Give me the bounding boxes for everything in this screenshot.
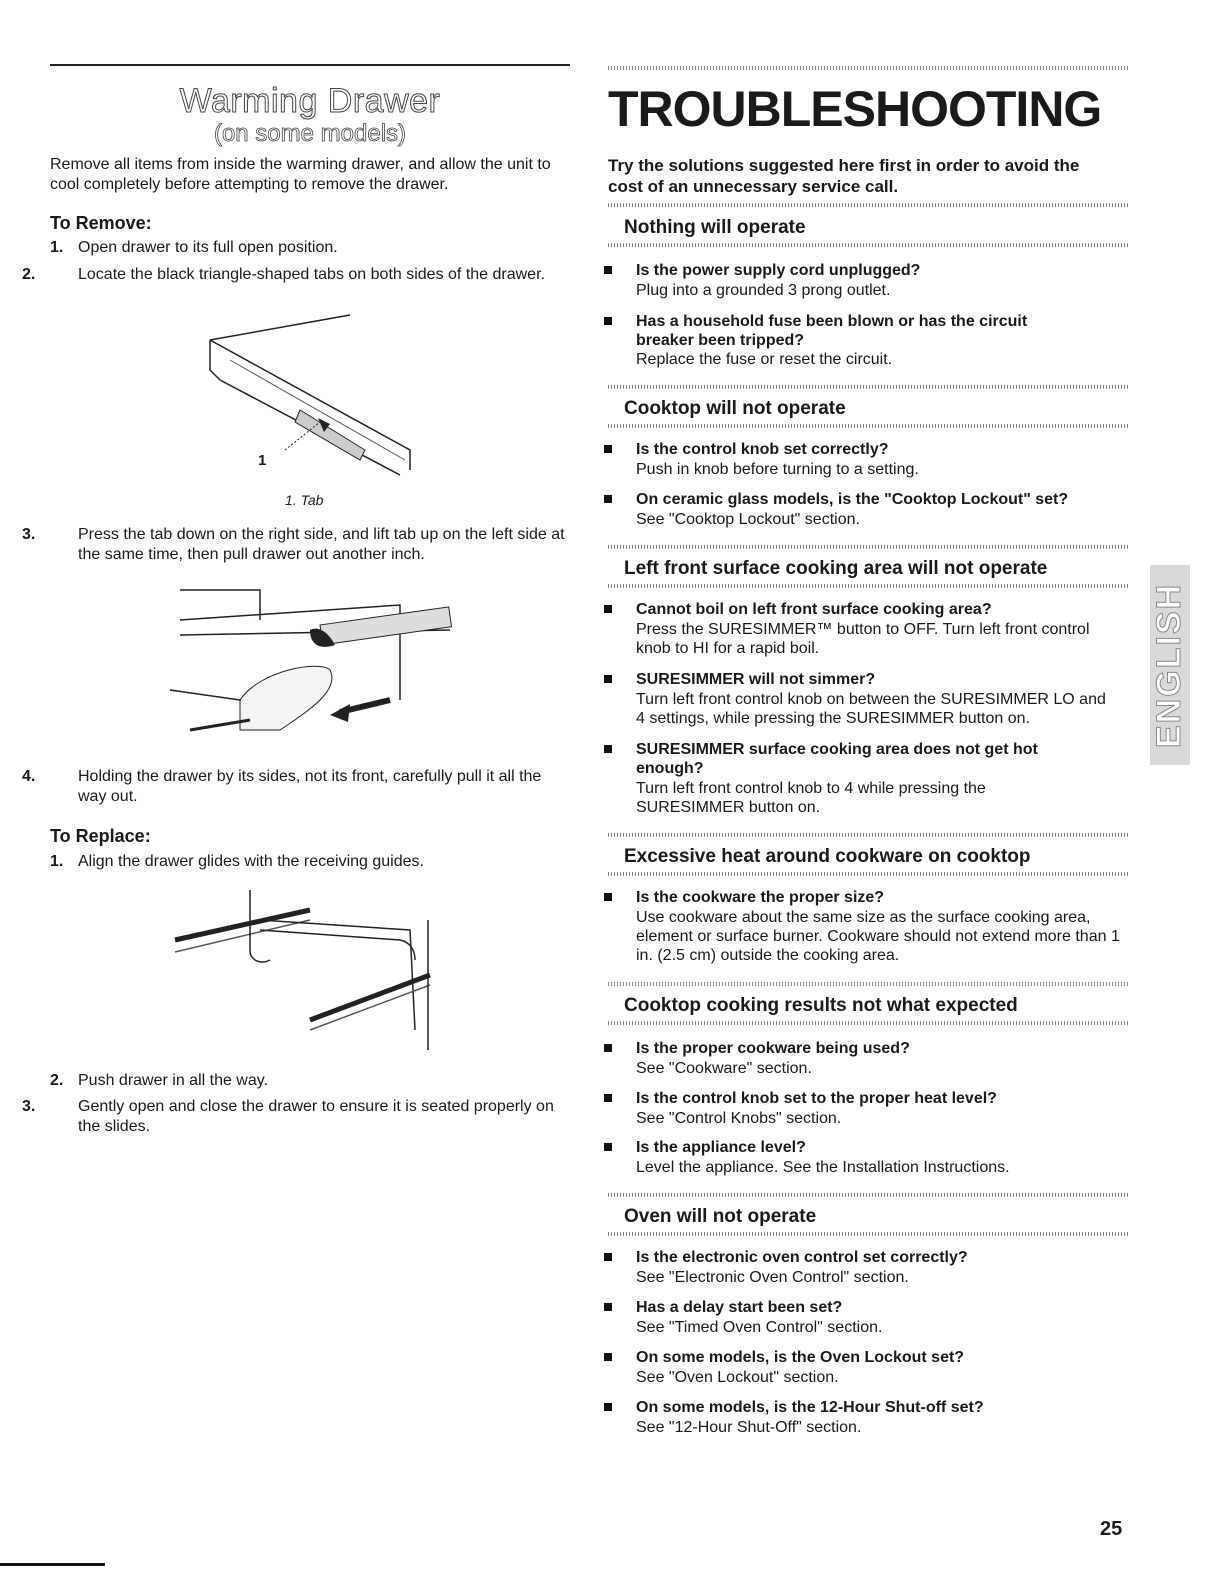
page-number: 25 bbox=[1100, 1518, 1123, 1540]
pull-drawer-illustration bbox=[160, 580, 460, 750]
remove-step bbox=[22, 525, 570, 565]
answer: See "Oven Lockout" section. bbox=[636, 1369, 839, 1386]
question: Cannot boil on left front surface cooking area? bbox=[636, 601, 992, 618]
answer: See "Control Knobs" section. bbox=[636, 1110, 842, 1127]
question: SURESIMMER surface cooking area does not get hot enough? bbox=[636, 741, 1038, 777]
question: Has a delay start been set? bbox=[636, 1299, 843, 1316]
top-rule bbox=[50, 64, 570, 66]
dotted-rule bbox=[608, 66, 1128, 70]
troubleshooting-title: TROUBLESHOOTING bbox=[608, 81, 1102, 137]
step-number: 2. bbox=[22, 266, 36, 283]
bullet-icon bbox=[604, 1094, 612, 1102]
question: Is the control knob set correctly? bbox=[636, 441, 889, 458]
answer: See "12-Hour Shut-Off" section. bbox=[636, 1419, 862, 1436]
step-text: Press the tab down on the right side, and lift tab up on the left side at the same time, then pull drawer out another inch. bbox=[78, 526, 565, 563]
bullet-icon bbox=[604, 266, 612, 274]
bullet-icon bbox=[604, 1253, 612, 1261]
question: Is the appliance level? bbox=[636, 1139, 806, 1156]
step-number: 1. bbox=[50, 239, 64, 256]
question: Is the power supply cord unplugged? bbox=[636, 262, 921, 279]
warming-drawer-intro: Remove all items from inside the warming drawer, and allow the unit to cool completely before attempting to remove the drawer. bbox=[50, 156, 551, 193]
answer: See "Timed Oven Control" section. bbox=[636, 1319, 883, 1336]
dotted-rule bbox=[608, 1193, 1128, 1197]
answer: See "Cookware" section. bbox=[636, 1060, 812, 1077]
answer: Plug into a grounded 3 prong outlet. bbox=[636, 282, 891, 299]
answer: Turn left front control knob on between the SURESIMMER LO and 4 settings, while pressing the SURESIMMER button on. bbox=[636, 691, 1106, 727]
answer: See "Cooktop Lockout" section. bbox=[636, 511, 860, 528]
answer: Push in knob before turning to a setting. bbox=[636, 461, 919, 478]
section-heading: Oven will not operate bbox=[624, 1206, 817, 1227]
dotted-rule bbox=[608, 982, 1128, 986]
remove-step bbox=[22, 265, 560, 285]
question: On some models, is the Oven Lockout set? bbox=[636, 1349, 965, 1366]
question: Is the control knob set to the proper heat level? bbox=[636, 1090, 997, 1107]
section-heading: Cooktop will not operate bbox=[624, 398, 846, 419]
question: Is the electronic oven control set correctly? bbox=[636, 1249, 968, 1266]
remove-step bbox=[50, 238, 560, 258]
dotted-rule bbox=[608, 584, 1128, 588]
answer: Level the appliance. See the Installation Instructions. bbox=[636, 1159, 1010, 1176]
step-text: Gently open and close the drawer to ensure it is seated properly on the slides. bbox=[78, 1098, 554, 1135]
question: Is the cookware the proper size? bbox=[636, 889, 885, 906]
question: On some models, is the 12-Hour Shut-off set? bbox=[636, 1399, 984, 1416]
figure-callout: 1 bbox=[258, 452, 267, 469]
bullet-icon bbox=[604, 445, 612, 453]
section-heading: Nothing will operate bbox=[624, 217, 806, 238]
question: Has a household fuse been blown or has the circuit breaker been tripped? bbox=[636, 313, 1028, 349]
answer: See "Electronic Oven Control" section. bbox=[636, 1269, 909, 1286]
step-number: 1. bbox=[50, 853, 64, 870]
bullet-icon bbox=[604, 675, 612, 683]
remove-heading: To Remove: bbox=[50, 213, 152, 233]
dotted-rule bbox=[608, 545, 1128, 549]
step-number: 4. bbox=[22, 768, 36, 785]
dotted-rule bbox=[608, 872, 1128, 876]
warming-drawer-subtitle: (on some models) bbox=[213, 120, 407, 147]
dotted-rule bbox=[608, 1021, 1128, 1025]
bullet-icon bbox=[604, 1403, 612, 1411]
answer: Replace the fuse or reset the circuit. bbox=[636, 351, 893, 368]
bullet-icon bbox=[604, 745, 612, 753]
bullet-icon bbox=[604, 1044, 612, 1052]
section-heading: Excessive heat around cookware on cooktop bbox=[624, 846, 1031, 867]
remove-step bbox=[22, 767, 570, 807]
answer: Turn left front control knob to 4 while pressing the SURESIMMER button on. bbox=[636, 780, 986, 816]
dotted-rule bbox=[608, 385, 1128, 389]
replace-step bbox=[50, 1071, 560, 1091]
language-tab-label: ENGLISH bbox=[1150, 582, 1188, 748]
question: Is the proper cookware being used? bbox=[636, 1040, 910, 1057]
bullet-icon bbox=[604, 495, 612, 503]
figure-caption: 1. Tab bbox=[285, 492, 324, 508]
step-text: Locate the black triangle-shaped tabs on both sides of the drawer. bbox=[78, 266, 545, 283]
troubleshooting-intro: Try the solutions suggested here first in order to avoid the cost of an unnecessary service call. bbox=[608, 156, 1080, 196]
replace-step bbox=[22, 1097, 570, 1137]
glides-illustration bbox=[170, 880, 450, 1050]
step-text: Open drawer to its full open position. bbox=[78, 239, 338, 256]
bullet-icon bbox=[604, 317, 612, 325]
bullet-icon bbox=[604, 893, 612, 901]
dotted-rule bbox=[608, 424, 1128, 428]
step-text: Holding the drawer by its sides, not its front, carefully pull it all the way out. bbox=[78, 768, 542, 805]
section-heading: Left front surface cooking area will not operate bbox=[624, 558, 1048, 579]
step-number: 2. bbox=[50, 1072, 64, 1089]
question: SURESIMMER will not simmer? bbox=[636, 671, 876, 688]
dotted-rule bbox=[608, 243, 1128, 247]
question: On ceramic glass models, is the "Cooktop Lockout" set? bbox=[636, 491, 1069, 508]
replace-step bbox=[50, 852, 560, 872]
bullet-icon bbox=[604, 1143, 612, 1151]
step-text: Align the drawer glides with the receiving guides. bbox=[78, 853, 424, 870]
bullet-icon bbox=[604, 1303, 612, 1311]
bullet-icon bbox=[604, 1353, 612, 1361]
step-text: Push drawer in all the way. bbox=[78, 1072, 269, 1089]
drawer-tab-illustration bbox=[190, 310, 430, 490]
dotted-rule bbox=[608, 203, 1128, 207]
dotted-rule bbox=[608, 1232, 1128, 1236]
step-number: 3. bbox=[22, 526, 36, 543]
answer: Use cookware about the same size as the surface cooking area, element or surface burner. Cookware should not extend more than 1 in. (2.5 cm) outside the cooking area. bbox=[636, 909, 1120, 964]
bottom-rule bbox=[0, 1563, 105, 1566]
step-number: 3. bbox=[22, 1098, 36, 1115]
bullet-icon bbox=[604, 605, 612, 613]
warming-drawer-title: Warming Drawer bbox=[179, 82, 441, 120]
section-heading: Cooktop cooking results not what expected bbox=[624, 995, 1018, 1016]
replace-heading: To Replace: bbox=[50, 826, 151, 846]
dotted-rule bbox=[608, 833, 1128, 837]
answer: Press the SURESIMMER™ button to OFF. Turn left front control knob to HI for a rapid boil. bbox=[636, 621, 1090, 657]
